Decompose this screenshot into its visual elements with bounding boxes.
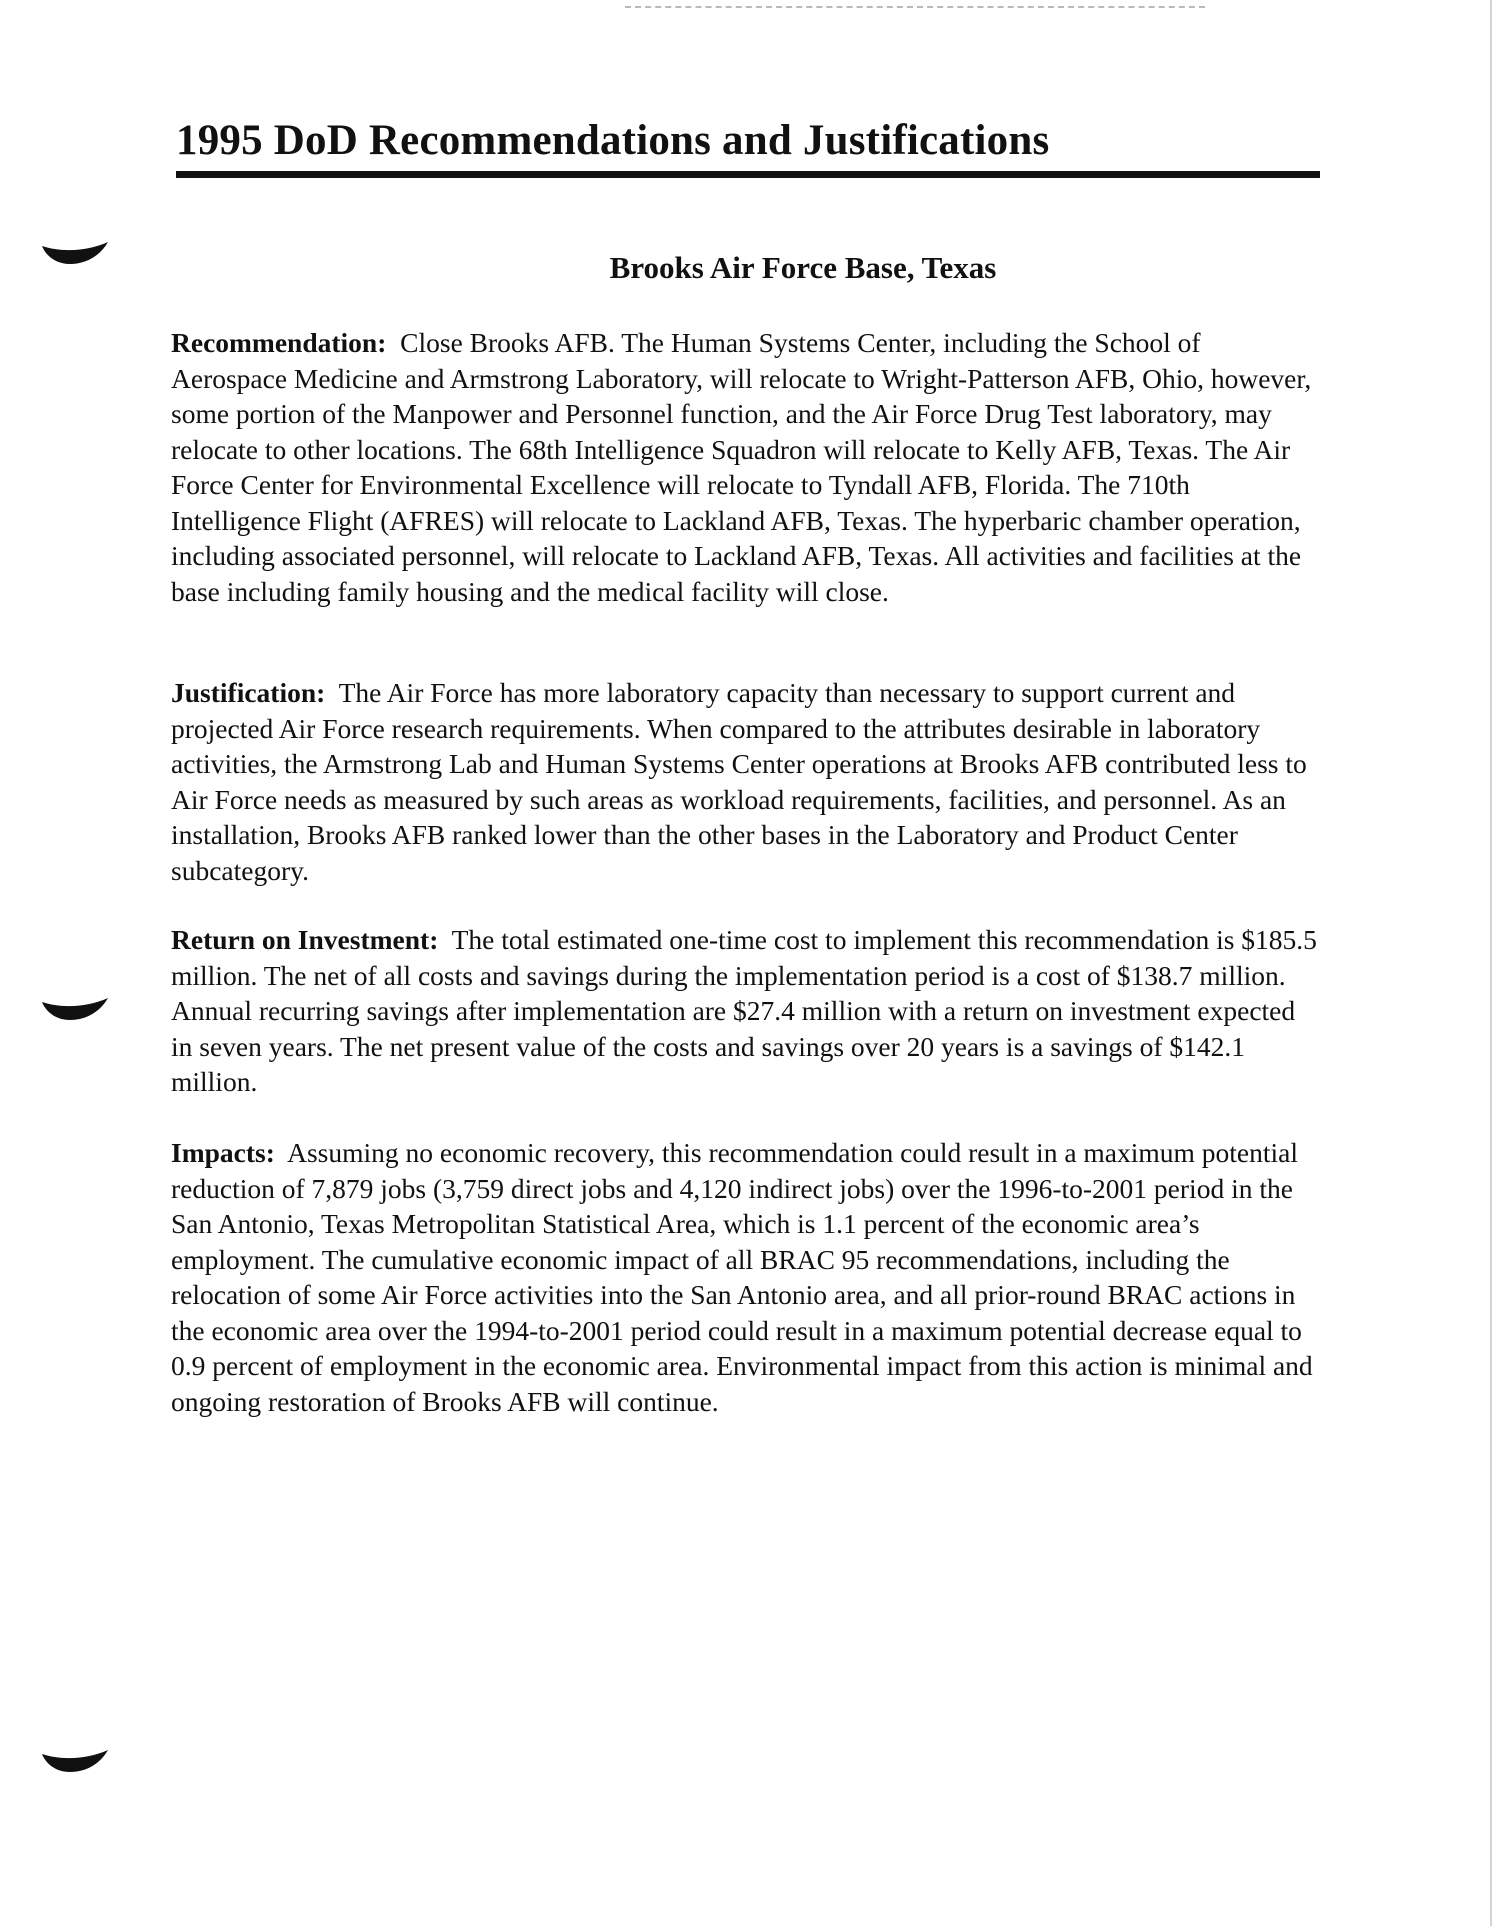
- impacts-label: Impacts:: [171, 1137, 275, 1168]
- punch-hole-mark-middle: [40, 996, 110, 1022]
- recommendation-text: Close Brooks AFB. The Human Systems Center, including the School of Aerospace Medicine and Armstrong Laboratory, will relocate to Wright-Patterson AFB, Ohio, however, some portion of the Manpower and Personnel function, and the Air Force Drug Test laboratory, may relocate to other locations. The 68th Intelligence Squadron will relocate to Kelly AFB, Texas. The Air Force Center for Environmental Excellence will relocate to Tyndall AFB, Florida. The 710th Intelligence Flight (AFRES) will relocate to Lackland AFB, Texas. The hyperbaric chamber operation, including associated personnel, will relocate to Lackland AFB, Texas. All activities and facilities at the base including family housing and the medical facility will close.: [171, 327, 1312, 607]
- recommendation-paragraph: [171, 325, 1321, 609]
- scan-artifact-top: [625, 6, 1205, 8]
- return-on-investment-text: The total estimated one-time cost to implement this recommendation is $185.5 million. The net of all costs and savings during the implementation period is a cost of $138.7 million. Annual recurring savings after implementation are $27.4 million with a return on investment expected in seven years. The net present value of the costs and savings over 20 years is a savings of $142.1 million.: [171, 924, 1317, 1097]
- justification-paragraph: [171, 675, 1321, 888]
- document-title: 1995 DoD Recommendations and Justifications: [176, 117, 1050, 164]
- punch-hole-mark-top: [40, 240, 110, 266]
- section-title: Brooks Air Force Base, Texas: [609, 250, 997, 285]
- return-on-investment-label: Return on Investment:: [171, 924, 439, 955]
- punch-hole-mark-bottom: [40, 1748, 110, 1774]
- scan-artifact-edge: [1490, 0, 1492, 1926]
- title-rule: [176, 171, 1320, 178]
- recommendation-label: Recommendation:: [171, 327, 387, 358]
- impacts-text: Assuming no economic recovery, this recommendation could result in a maximum potential reduction of 7,879 jobs (3,759 direct jobs and 4,120 indirect jobs) over the 1996-to-2001 period in the San Antonio, Texas Metropolitan Statistical Area, which is 1.1 percent of the economic area’s employment. The cumulative economic impact of all BRAC 95 recommendations, including the relocation of some Air Force activities into the San Antonio area, and all prior-round BRAC actions in the economic area over the 1994-to-2001 period could result in a maximum potential decrease equal to 0.9 percent of employment in the economic area. Environmental impact from this action is minimal and ongoing restoration of Brooks AFB will continue.: [171, 1137, 1313, 1417]
- return-on-investment-paragraph: [171, 922, 1321, 1100]
- justification-label: Justification:: [171, 677, 326, 708]
- impacts-paragraph: [171, 1135, 1321, 1419]
- justification-text: The Air Force has more laboratory capacity than necessary to support current and projected Air Force research requirements. When compared to the attributes desirable in laboratory activities, the Armstrong Lab and Human Systems Center operations at Brooks AFB contributed less to Air Force needs as measured by such areas as workload requirements, facilities, and personnel. As an installation, Brooks AFB ranked lower than the other bases in the Laboratory and Product Center subcategory.: [171, 677, 1307, 886]
